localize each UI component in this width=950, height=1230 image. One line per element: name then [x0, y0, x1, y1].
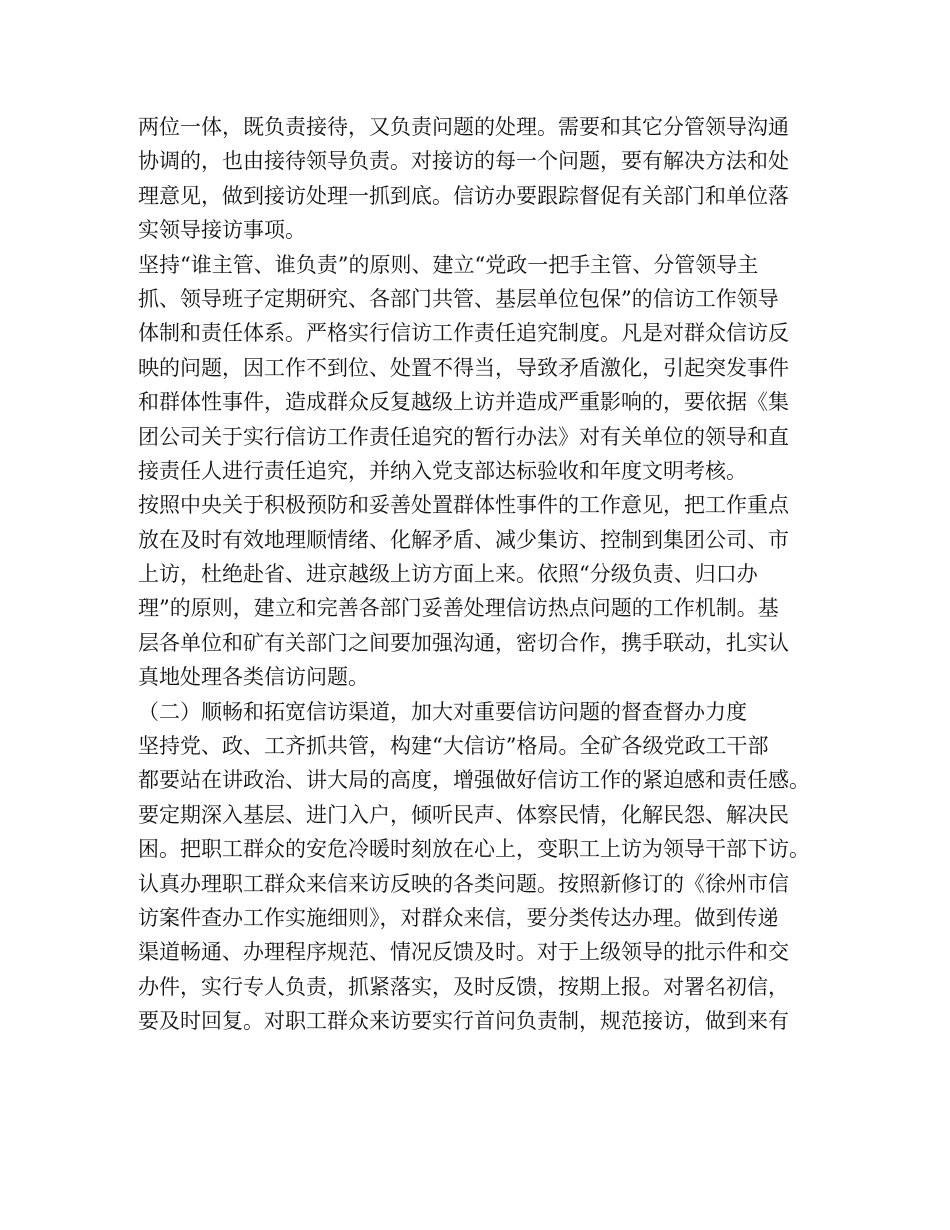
- text-line: 两位一体，既负责接待，又负责问题的处理。需要和其它分管领导沟通: [138, 115, 789, 139]
- text-line: 团公司关于实行信访工作责任追究的暂行办法》对有关单位的领导和直: [138, 424, 789, 449]
- text-line: 真地处理各类信访问题。: [138, 665, 369, 690]
- text-line: 要及时回复。对职工群众来访要实行首问负责制，规范接访，做到来有: [138, 1009, 789, 1034]
- text-line: 要定期深入基层、进门入户，倾听民声、体察民情，化解民怨、解决民: [138, 802, 789, 827]
- text-line: 协调的，也由接待领导负责。对接访的每一个问题，要有解决方法和处: [138, 149, 789, 174]
- text-line: 理”的原则，建立和完善各部门妥善处理信访热点问题的工作机制。基: [138, 596, 779, 621]
- text-line: 认真办理职工群众来信来访反映的各类问题。按照新修订的《徐州市信: [138, 871, 789, 896]
- text-line: 访案件查办工作实施细则》，对群众来信，要分类传达办理。做到传递: [138, 905, 779, 930]
- text-line: 层各单位和矿有关部门之间要加强沟通，密切合作，携手联动，扎实认: [138, 630, 789, 655]
- text-line: 体制和责任体系。严格实行信访工作责任追究制度。凡是对群众信访反: [138, 321, 789, 346]
- text-line: 接责任人进行责任追究，并纳入党支部达标验收和年度文明考核。: [138, 458, 747, 483]
- text-line: 困。把职工群众的安危冷暖时刻放在心上，变职工上访为领导干部下访。: [138, 837, 810, 862]
- text-line: 渠道畅通、办理程序规范、情况反馈及时。对于上级领导的批示件和交: [138, 940, 789, 965]
- text-line: 和群体性事件，造成群众反复越级上访并造成严重影响的，要依据《集: [138, 390, 789, 415]
- text-line: 都要站在讲政治、讲大局的高度，增强做好信访工作的紧迫感和责任感。: [138, 768, 810, 793]
- text-line: 办件，实行专人负责，抓紧落实，及时反馈，按期上报。对署名初信，: [138, 974, 789, 999]
- text-line: 实领导接访事项。: [138, 218, 306, 243]
- text-line: 放在及时有效地理顺情绪、化解矛盾、减少集访、控制到集团公司、市: [138, 527, 789, 552]
- section-heading: （二）顺畅和拓宽信访渠道，加大对重要信访问题的督查督办力度: [138, 699, 747, 724]
- text-line: 理意见，做到接访处理一抓到底。信访办要跟踪督促有关部门和单位落: [138, 183, 789, 208]
- text-line: 坚持党、政、工齐抓共管，构建“大信访”格局。全矿各级党政工干部: [138, 734, 769, 759]
- text-line: 坚持“谁主管、谁负责”的原则、建立“党政一把手主管、分管领导主: [138, 252, 759, 277]
- text-line: 抓、领导班子定期研究、各部门共管、基层单位包保”的信访工作领导: [138, 286, 779, 311]
- text-line: 按照中央关于积极预防和妥善处置群体性事件的工作意见，把工作重点: [138, 493, 789, 518]
- text-line: 映的问题，因工作不到位、处置不得当，导致矛盾激化，引起突发事件: [138, 355, 789, 380]
- document-body: [138, 110, 828, 1039]
- text-line: 上访，杜绝赴省、进京越级上访方面上来。依照“分级负责、归口办: [138, 562, 758, 587]
